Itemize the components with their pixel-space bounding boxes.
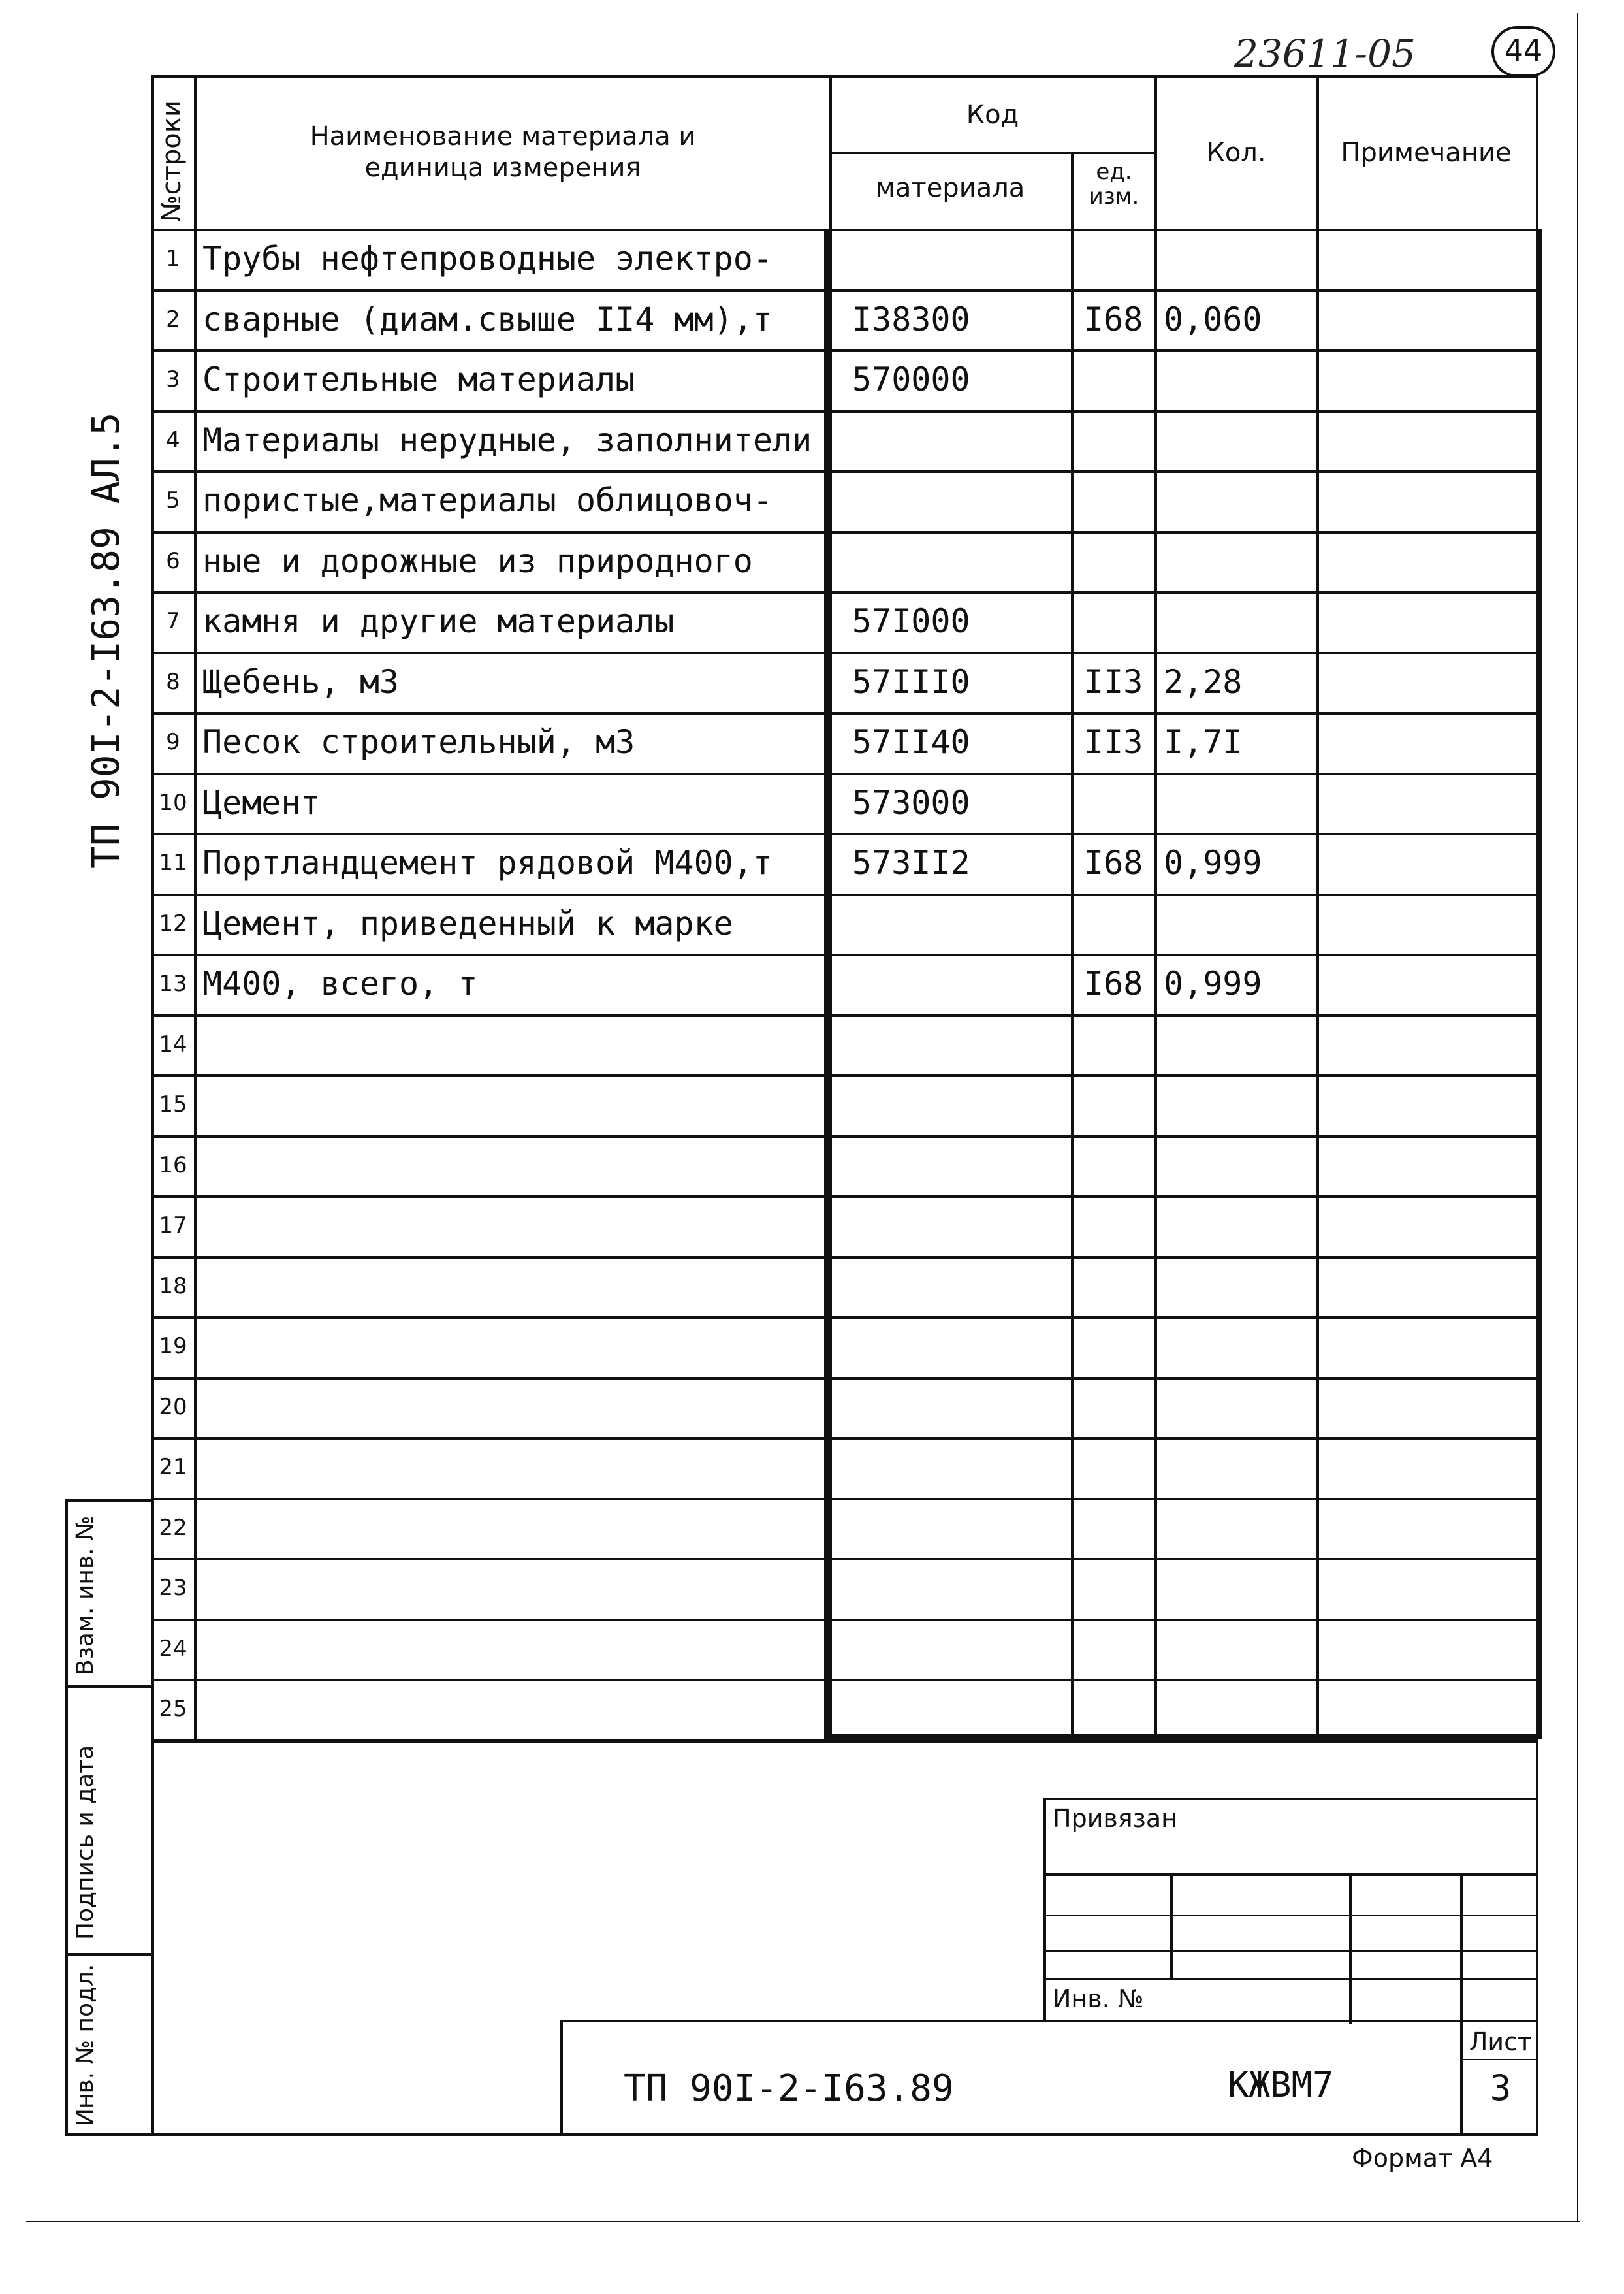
material-name: Цемент, приведенный к марке	[202, 904, 733, 943]
unit-code: I68	[1084, 300, 1143, 338]
material-code: 57II40	[852, 723, 970, 761]
material-code: I38300	[852, 300, 970, 338]
row-number: 20	[159, 1393, 187, 1420]
header-code: Код	[966, 100, 1019, 130]
row-number: 4	[166, 427, 180, 453]
row-number: 9	[166, 729, 180, 755]
row-number: 6	[166, 547, 180, 574]
quantity: 2,28	[1164, 662, 1243, 701]
label-podpis-data: Подпись и дата	[72, 1745, 99, 1940]
material-name: сварные (диам.свыше II4 мм),т	[202, 300, 772, 338]
material-code: 573000	[852, 783, 970, 822]
material-name: Цемент	[202, 783, 321, 822]
doc-code: ТП 90I-2-I63.89	[624, 2067, 954, 2110]
header-row-number: №строки	[157, 100, 187, 222]
label-inv-podl: Инв. № подл.	[72, 1963, 99, 2126]
unit-code: II3	[1084, 723, 1143, 761]
material-name: Портландцемент рядовой М400,т	[202, 844, 772, 882]
row-number: 21	[159, 1454, 187, 1480]
row-number: 8	[166, 668, 180, 695]
label-sheet: Лист	[1469, 2027, 1533, 2056]
quantity: 0,060	[1164, 300, 1262, 338]
row-number: 15	[159, 1091, 187, 1118]
header-note: Примечание	[1341, 138, 1512, 168]
row-number: 1	[166, 246, 180, 272]
quantity: I,7I	[1164, 723, 1243, 761]
material-name: Материалы нерудные, заполнители	[202, 421, 812, 459]
row-number: 18	[159, 1272, 187, 1299]
label-privyazan: Привязан	[1053, 1804, 1177, 1833]
row-number: 22	[159, 1514, 187, 1541]
row-number: 12	[159, 910, 187, 937]
material-code: 57I000	[852, 602, 970, 640]
unit-code: I68	[1084, 844, 1143, 882]
row-number: 13	[159, 971, 187, 997]
material-name: М400, всего, т	[202, 965, 478, 1003]
row-number: 10	[159, 789, 187, 816]
row-number: 24	[159, 1635, 187, 1662]
row-number: 19	[159, 1333, 187, 1359]
material-name: ные и дорожные из природного	[202, 541, 753, 580]
header-qty: Кол.	[1206, 138, 1266, 168]
material-code: 570000	[852, 361, 970, 398]
material-code: 57III0	[852, 662, 970, 701]
handwritten-number: 23611-05	[1234, 31, 1416, 76]
row-number: 3	[166, 366, 180, 393]
label-inv-no: Инв. №	[1053, 1984, 1144, 2013]
material-name: Щебень, м3	[202, 662, 400, 701]
sheet-circle-number: 44	[1491, 26, 1555, 77]
row-number: 5	[166, 487, 180, 513]
header-name: Наименование материала и единица измерения	[310, 121, 696, 183]
row-number: 25	[159, 1696, 187, 1722]
row-number: 17	[159, 1212, 187, 1238]
material-code: 573II2	[852, 844, 970, 882]
material-name: камня и другие материалы	[202, 602, 675, 640]
row-number: 14	[159, 1031, 187, 1058]
row-number: 11	[159, 850, 187, 876]
material-name: Строительные материалы	[202, 361, 635, 398]
quantity: 0,999	[1164, 965, 1262, 1003]
doc-mark: КЖВМ7	[1228, 2064, 1334, 2105]
material-name: Песок строительный, м3	[202, 723, 635, 761]
row-number: 16	[159, 1152, 187, 1178]
material-name: Трубы нефтепроводные электро-	[202, 240, 772, 278]
row-number: 7	[166, 608, 180, 634]
format-label: Формат А4	[1352, 2144, 1493, 2173]
label-vzam-inv: Взам. инв. №	[72, 1515, 99, 1675]
header-code-material: материала	[875, 173, 1025, 203]
header-code-unit: ед. изм.	[1089, 159, 1139, 210]
side-document-code: ТП 90I-2-I63.89 АЛ.5	[84, 412, 128, 869]
row-number: 2	[166, 306, 180, 332]
unit-code: I68	[1084, 965, 1143, 1003]
sheet-number: 3	[1489, 2067, 1512, 2108]
unit-code: II3	[1084, 662, 1143, 701]
row-number: 23	[159, 1575, 187, 1601]
quantity: 0,999	[1164, 844, 1262, 882]
material-name: пористые,материалы облицовоч-	[202, 481, 772, 519]
